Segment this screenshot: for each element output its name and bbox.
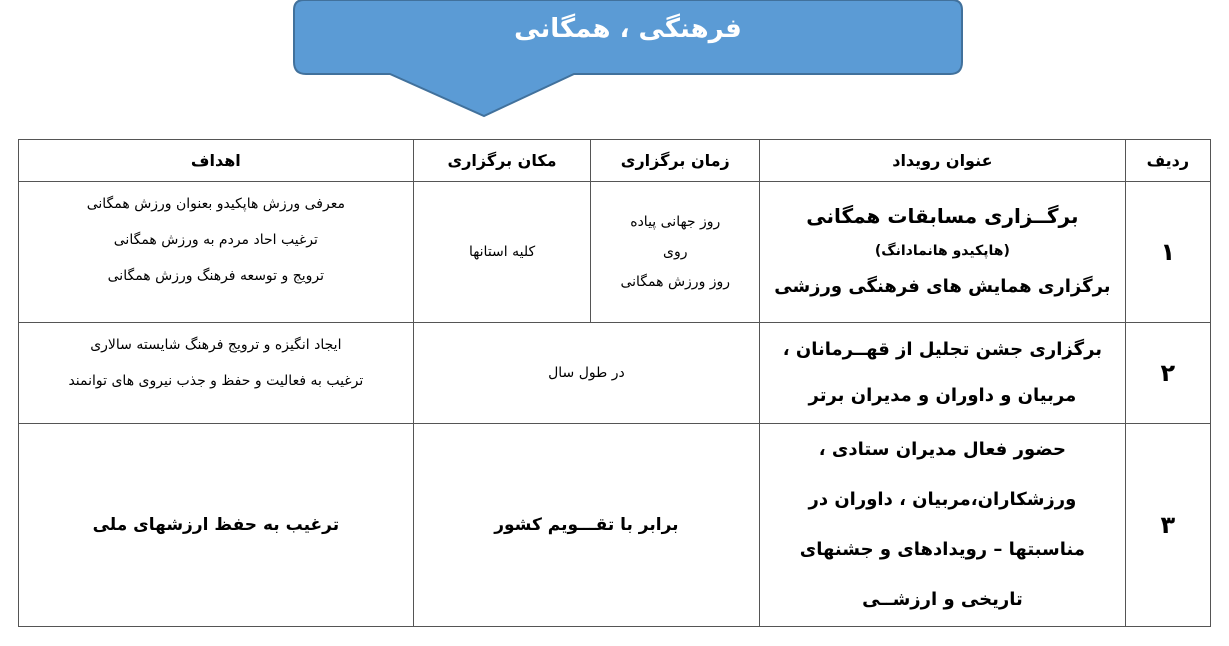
event-title-cell <box>760 323 1126 424</box>
banner <box>0 0 1229 120</box>
row-number: ۲ <box>1125 323 1210 424</box>
event-title-line: برگزاری همایش های فرهنگی ورزشی <box>774 276 1111 297</box>
events-table <box>18 139 1211 627</box>
header-time: زمان برگزاری <box>591 140 760 182</box>
place-cell: کلیه استانها <box>413 182 591 323</box>
time-line: روز ورزش همگانی <box>620 274 731 290</box>
event-title-line: (هاپکیدو هانمادانگ) <box>874 243 1010 259</box>
goal-line: معرفی ورزش هاپکیدو بعنوان ورزش همگانی <box>86 196 345 212</box>
goal-line: ایجاد انگیزه و ترویج فرهنگ شایسته سالاری <box>90 337 342 353</box>
event-title-cell <box>760 182 1126 323</box>
time-line: روی <box>663 244 688 260</box>
goal-line: ترغیب به فعالیت و حفظ و جذب نیروی های توانمند <box>68 373 364 389</box>
header-row-number: ردیف <box>1125 140 1210 182</box>
row-number: ۱ <box>1125 182 1210 323</box>
time-cell <box>591 182 760 323</box>
time-line: روز جهانی پیاده <box>630 214 721 230</box>
event-title-line: برگزاری جشن تجلیل از قهــرمانان ، <box>782 339 1103 360</box>
goals-cell <box>19 323 414 424</box>
goal-line: ترغیب احاد مردم به ورزش همگانی <box>113 232 318 248</box>
event-title-line: مناسبتها – رویدادهای و جشنهای <box>799 539 1085 560</box>
table-row <box>19 424 1211 627</box>
row-number: ۳ <box>1125 424 1210 627</box>
table-row <box>19 182 1211 323</box>
time-place-cell: برابر با تقـــویم کشور <box>413 424 759 627</box>
event-title-line: مربیان و داوران و مدیران برتر <box>808 385 1077 406</box>
header-event-title: عنوان رویداد <box>760 140 1126 182</box>
event-title-line: ورزشکاران،مربیان ، داوران در <box>808 489 1077 510</box>
event-title-line: حضور فعال مدیران ستادی ، <box>818 439 1066 460</box>
goals-cell: ترغیب به حفظ ارزشهای ملی <box>19 424 414 627</box>
goal-line: ترویج و توسعه فرهنگ ورزش همگانی <box>107 268 325 284</box>
event-title-line: برگــزاری مسابقات همگانی <box>806 204 1079 228</box>
table-row <box>19 323 1211 424</box>
header-row <box>19 140 1211 182</box>
header-place: مکان برگزاری <box>413 140 591 182</box>
banner-title: فرهنگی ، همگانی <box>514 14 742 44</box>
event-title-cell <box>760 424 1126 627</box>
goals-cell <box>19 182 414 323</box>
time-place-cell: در طول سال <box>413 323 759 424</box>
header-goals: اهداف <box>19 140 414 182</box>
event-title-line: تاریخی و ارزشــی <box>862 589 1023 610</box>
